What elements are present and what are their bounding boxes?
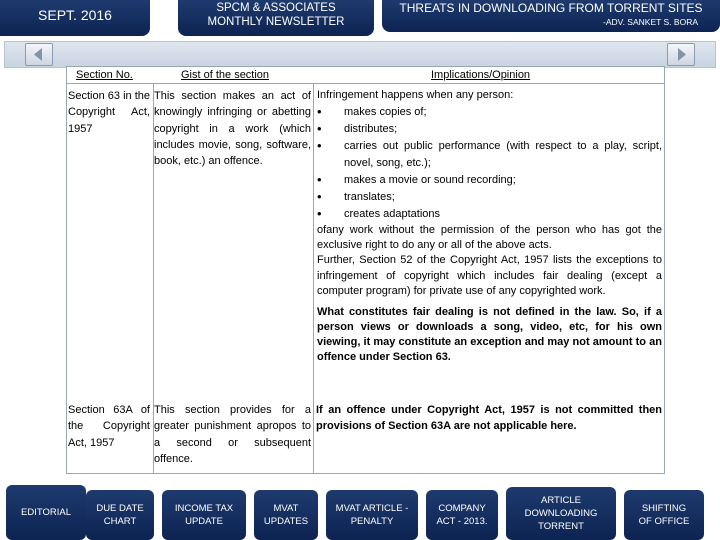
previous-button[interactable] — [25, 43, 53, 66]
row1-section: Section 63 in the Copyright Act, 1957 — [68, 90, 150, 135]
row2-gist: This section provides for a greater punishment apropos to a second or subsequent offence. — [154, 404, 311, 465]
row2-implications: If an offence under Copyright Act, 1957 is not committed then provisions of Section 63A are not applicable here. — [316, 404, 662, 433]
previous-arrow-icon — [32, 47, 46, 62]
impl-paragraph: Further, Section 52 of the Copyright Act, 1957 lists the exceptions to infringement of copyright which includes fair dealing (except a computer program) for private use of any copyrighted work. — [317, 254, 662, 298]
nav-company-act-button[interactable] — [426, 490, 498, 540]
nav-mvat-updates-button[interactable] — [254, 490, 318, 540]
nav-label: UPDATES — [263, 516, 309, 527]
brand-title — [178, 0, 374, 36]
header-divider — [67, 83, 664, 84]
impl-intro: Infringement happens when any person: — [317, 89, 514, 101]
list-item: • creates adaptations — [317, 206, 662, 223]
list-item: • distributes; — [317, 121, 662, 138]
infringement-list — [317, 104, 662, 222]
nav-mvat-article-penalty-button[interactable] — [326, 490, 418, 540]
nav-income-tax-update-button[interactable] — [162, 490, 246, 540]
brand-line-1: SPCM & ASSOCIATES — [216, 2, 336, 14]
nav-label: OF OFFICE — [638, 516, 690, 527]
column-divider — [313, 83, 314, 473]
header-implications: Implications/Opinion — [431, 69, 531, 81]
nav-editorial-button[interactable] — [6, 485, 86, 540]
nav-label: CHART — [103, 516, 137, 527]
nav-label: INCOME TAX — [174, 503, 234, 514]
slide-nav-bar — [4, 41, 716, 68]
impl-paragraph: ofany work without the permission of the person who has got the exclusive right to do any or all of the above acts. — [317, 223, 662, 252]
topic-header — [382, 0, 720, 32]
topic-author: -ADV. SANKET S. BORA — [603, 17, 698, 27]
nav-label: ACT - 2013. — [436, 516, 488, 527]
nav-label: DUE DATE — [96, 503, 144, 514]
nav-due-date-chart-button[interactable] — [86, 490, 154, 540]
nav-label: SHIFTING — [641, 503, 687, 514]
row1-gist: This section makes an act of knowingly infringing or abetting copyright in a work (which includes movie, song, software, book, etc.) an offence. — [154, 90, 311, 168]
nav-label: EDITORIAL — [21, 507, 71, 518]
list-item: • makes a movie or sound recording; — [317, 172, 662, 189]
nav-label: ARTICLE — [541, 495, 581, 506]
list-item: • carries out public performance (with respect to a play, script, novel, song, etc.); — [317, 138, 662, 172]
brand-line-2: MONTHLY NEWSLETTER — [207, 16, 345, 28]
row2-section: Section 63A of the Copyright Act, 1957 — [68, 404, 150, 449]
nav-label: TORRENT — [538, 521, 584, 532]
nav-label: COMPANY — [438, 503, 486, 514]
topic-title: THREATS IN DOWNLOADING FROM TORRENT SITES — [399, 1, 703, 15]
list-item: • makes copies of; — [317, 104, 662, 121]
nav-label: PENALTY — [350, 516, 394, 527]
row1-implications — [317, 87, 662, 365]
nav-label: DOWNLOADING — [524, 508, 598, 519]
nav-label: MVAT ARTICLE - — [335, 503, 409, 514]
next-button[interactable] — [667, 43, 695, 66]
copyright-table — [66, 66, 665, 474]
nav-label: MVAT — [273, 503, 299, 514]
next-arrow-icon — [674, 47, 688, 62]
fair-dealing-note: What constitutes fair dealing is not defined in the law. So, if a person views or downloads a song, video, etc, for his own viewing, it may constitute an exception and may not amount to an offence under Section 63. — [317, 305, 662, 363]
nav-shifting-office-button[interactable] — [624, 490, 704, 540]
nav-label: UPDATE — [185, 516, 223, 527]
newsletter-date: SEPT. 2016 — [0, 0, 150, 36]
header-gist: Gist of the section — [181, 69, 270, 81]
list-item: • translates; — [317, 189, 662, 206]
header-section-no: Section No. — [76, 69, 133, 81]
nav-article-torrent-button[interactable] — [506, 487, 616, 540]
